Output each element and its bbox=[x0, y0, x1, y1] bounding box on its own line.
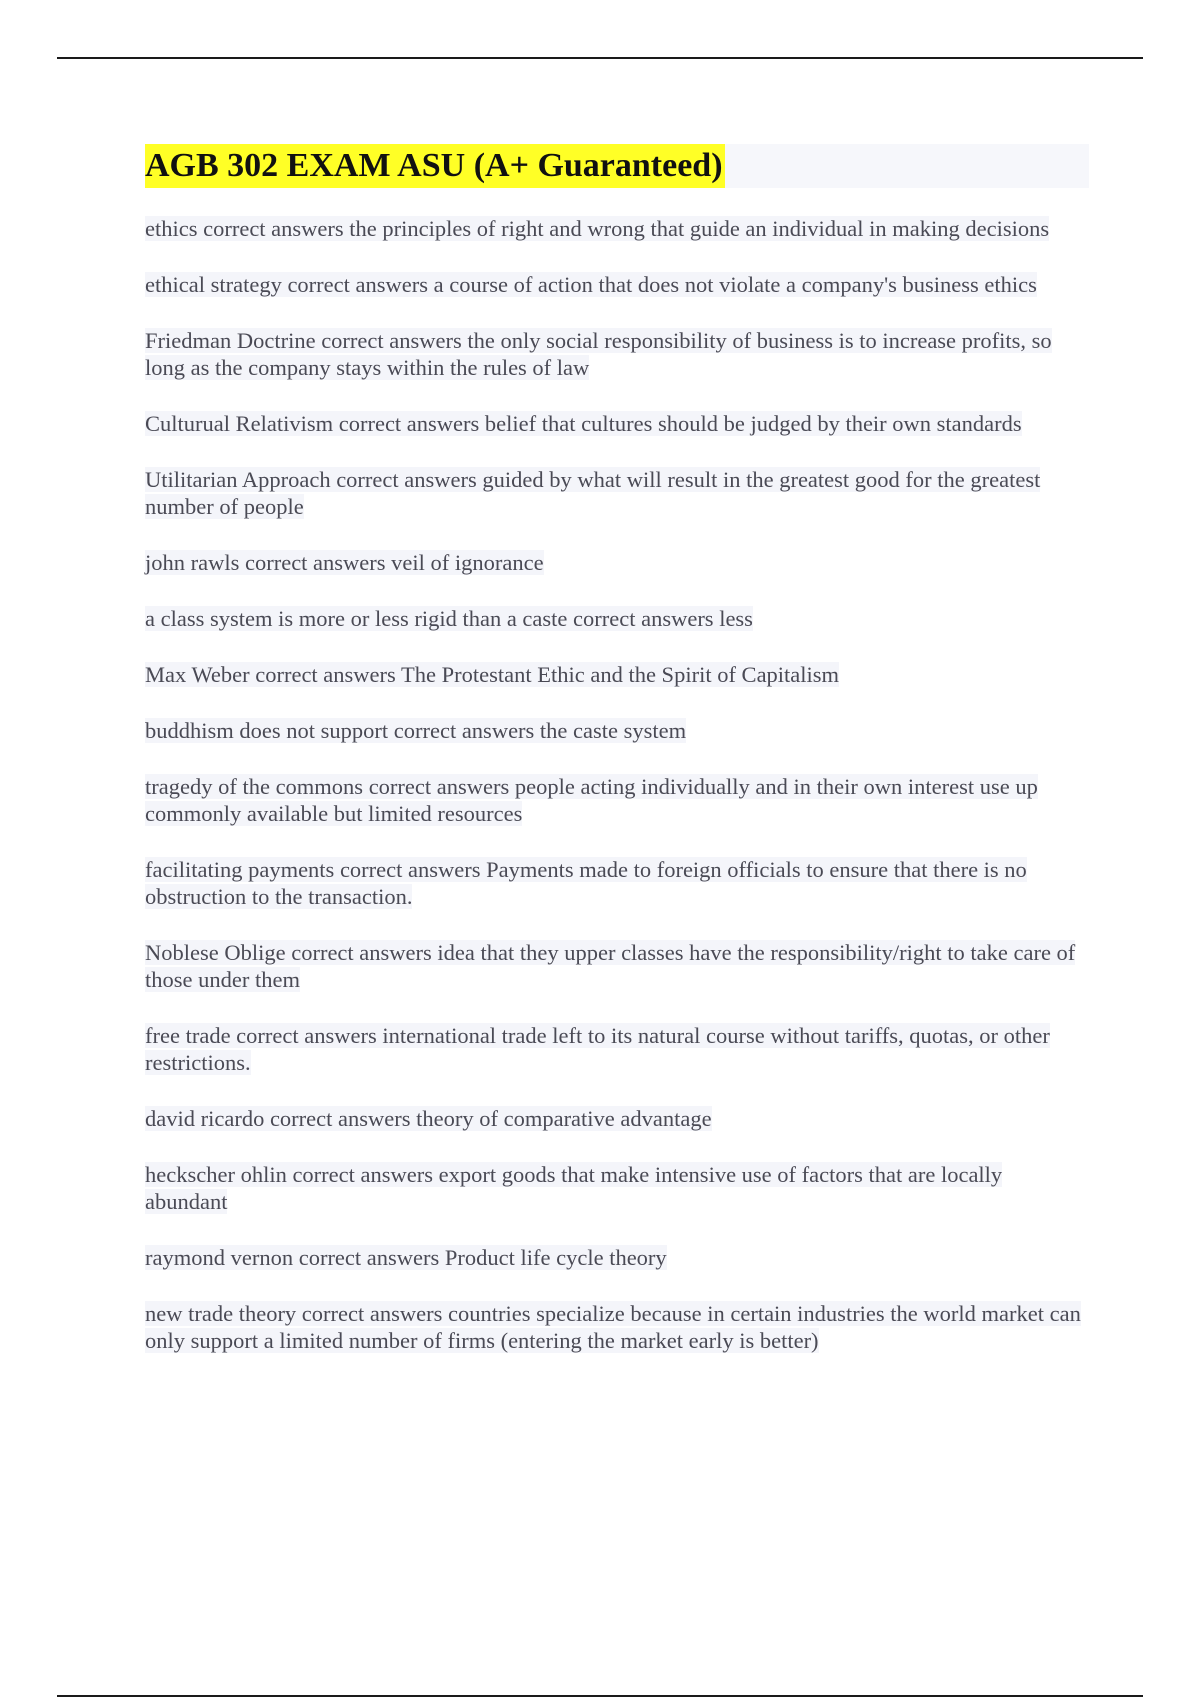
entry-text: Friedman Doctrine correct answers the only social responsibility of business is to increase profits, so long as the company stays within the rules of law bbox=[145, 328, 1052, 380]
list-item bbox=[145, 271, 1089, 298]
list-item bbox=[145, 1105, 1089, 1132]
list-item bbox=[145, 717, 1089, 744]
entry-text: heckscher ohlin correct answers export goods that make intensive use of factors that are locally abundant bbox=[145, 1162, 1003, 1214]
entry-text: Max Weber correct answers The Protestant Ethic and the Spirit of Capitalism bbox=[145, 662, 840, 687]
list-item bbox=[145, 1300, 1089, 1354]
entry-text: tragedy of the commons correct answers people acting individually and in their own interest use up commonly available but limited resources bbox=[145, 774, 1038, 826]
title-bar bbox=[145, 144, 1089, 188]
entry-text: john rawls correct answers veil of ignorance bbox=[145, 550, 544, 575]
entry-text: new trade theory correct answers countries specialize because in certain industries the world market can only support a limited number of firms (entering the market early is better) bbox=[145, 1301, 1081, 1353]
entry-text: a class system is more or less rigid than a caste correct answers less bbox=[145, 606, 753, 631]
list-item bbox=[145, 939, 1089, 993]
entry-text: Culturual Relativism correct answers belief that cultures should be judged by their own standards bbox=[145, 411, 1022, 436]
list-item bbox=[145, 549, 1089, 576]
entry-text: david ricardo correct answers theory of comparative advantage bbox=[145, 1106, 712, 1131]
list-item bbox=[145, 215, 1089, 242]
entry-text: free trade correct answers international trade left to its natural course without tariffs, quotas, or other restrictions. bbox=[145, 1023, 1050, 1075]
list-item bbox=[145, 327, 1089, 381]
list-item bbox=[145, 605, 1089, 632]
list-item bbox=[145, 661, 1089, 688]
entry-text: facilitating payments correct answers Payments made to foreign officials to ensure that there is no obstruction to the transaction. bbox=[145, 857, 1027, 909]
list-item bbox=[145, 410, 1089, 437]
list-item bbox=[145, 1161, 1089, 1215]
entry-text: Noblese Oblige correct answers idea that they upper classes have the responsibility/right to take care of those under them bbox=[145, 940, 1076, 992]
flashcard-list bbox=[145, 215, 1089, 1354]
bottom-rule bbox=[57, 1695, 1143, 1697]
list-item bbox=[145, 1244, 1089, 1271]
document-body bbox=[145, 144, 1089, 1383]
list-item bbox=[145, 773, 1089, 827]
list-item bbox=[145, 856, 1089, 910]
entry-text: ethics correct answers the principles of right and wrong that guide an individual in making decisions bbox=[145, 216, 1050, 241]
top-rule bbox=[57, 57, 1143, 59]
document-title: AGB 302 EXAM ASU (A+ Guaranteed) bbox=[145, 144, 725, 188]
list-item bbox=[145, 1022, 1089, 1076]
list-item bbox=[145, 466, 1089, 520]
entry-text: ethical strategy correct answers a course of action that does not violate a company's business ethics bbox=[145, 272, 1037, 297]
entry-text: buddhism does not support correct answers the caste system bbox=[145, 718, 687, 743]
entry-text: raymond vernon correct answers Product life cycle theory bbox=[145, 1245, 667, 1270]
entry-text: Utilitarian Approach correct answers guided by what will result in the greatest good for the greatest number of people bbox=[145, 467, 1041, 519]
